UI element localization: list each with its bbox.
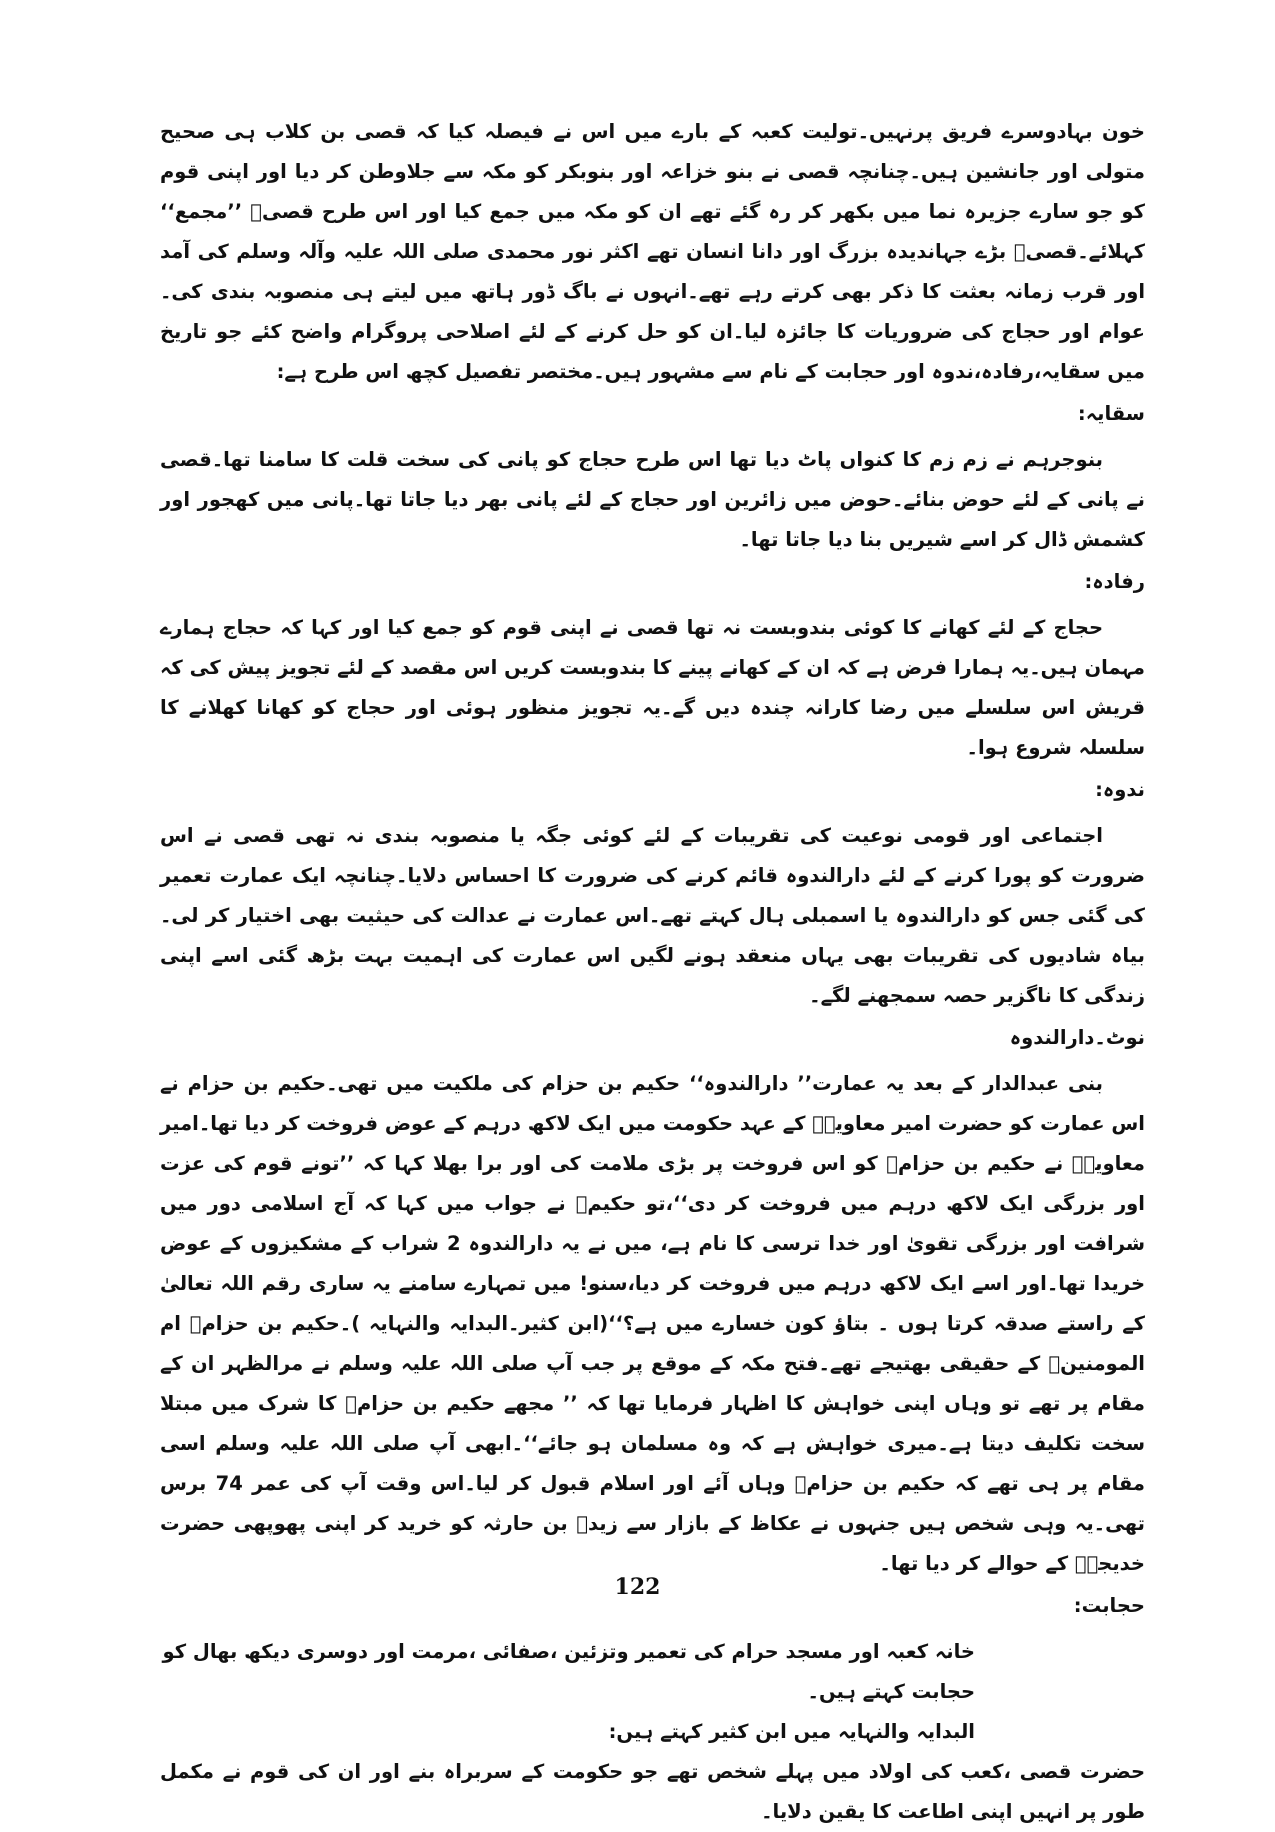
- hijaba-citation: البدایہ والنہایہ میں ابن کثیر کہتے ہیں:: [608, 1720, 975, 1743]
- siqaya-heading: سقایہ:: [1077, 402, 1145, 425]
- nadwa-heading: ندوہ:: [1095, 778, 1145, 801]
- page-number: 122: [614, 1574, 661, 1600]
- note-heading: نوٹ۔دارالندوہ: [1009, 1026, 1145, 1049]
- intro-paragraph: خون بہادوسرے فریق پرنہیں۔تولیت کعبہ کے بارے میں اس نے فیصلہ کیا کہ قصی بن کلاب ہی صحیح متولی اور جانشین ہیں۔چنانچہ قصی نے بنو خزاعہ اور بنوبکر کو مکہ سے جلاوطن کر دیا اور اپنی قوم کو جو سارے جزیرہ نما میں بکھر کر رہ گئے تھے ان کو مکہ میں جمع کیا اور اس طرح قصیؔ ’’مجمع‘‘ کہلائے۔قصیؔ بڑے جہاندیدہ بزرگ اور دانا انسان تھے اکثر نور محمدی صلی اللہ علیہ وآلہ وسلم کی آمد اور قرب زمانہ بعثت کا ذکر بھی کرتے رہے تھے۔انہوں نے باگ ڈور ہاتھ میں لیتے ہی منصوبہ بندی کی۔عوام اور حجاج کی ضروریات کا جائزہ لیا۔ان کو حل کرنے کے لئے اصلاحی پروگرام واضح کئے جو تاریخ میں سقایہ،رفادہ،ندوہ اور حجابت کے نام سے مشہور ہیں۔مختصر تفصیل کچھ اس طرح ہے:: [160, 120, 1145, 383]
- hijaba-quote: حضرت قصی ،کعب کی اولاد میں پہلے شخص تھے جو حکومت کے سربراہ بنے اور ان کی قوم نے مکمل طور پر انہیں اپنی اطاعت کا یقین دلایا۔: [160, 1760, 1145, 1823]
- rifada-paragraph: حجاج کے لئے کھانے کا کوئی بندوبست نہ تھا قصی نے اپنی قوم کو جمع کیا اور کہا کہ حجاج ہمارے مہمان ہیں۔یہ ہمارا فرض ہے کہ ان کے کھانے پینے کا بندوبست کریں اس مقصد کے لئے تجویز پیش کی کہ قریش اس سلسلے میں رضا کارانہ چندہ دیں گے۔یہ تجویز منظور ہوئی اور حجاج کو کھانا کھلانے کا سلسلہ شروع ہوا۔: [160, 616, 1145, 759]
- hijaba-heading: حجابت:: [1073, 1594, 1145, 1617]
- note-paragraph: بنی عبدالدار کے بعد یہ عمارت’’ دارالندوہ‘‘ حکیم بن حزام کی ملکیت میں تھی۔حکیم بن حزام نے اس عمارت کو حضرت امیر معاویہؓ کے عہد حکومت میں ایک لاکھ درہم کے عوض فروخت کر دیا تھا۔امیر معاویہؓ نے حکیم بن حزامؓ کو اس فروخت پر بڑی ملامت کی اور برا بھلا کہا کہ ’’تونے قوم کی عزت اور بزرگی ایک لاکھ درہم میں فروخت کر دی‘‘،تو حکیمؓ نے جواب میں کہا کہ آج اسلامی دور میں شرافت اور بزرگی تقویٰ اور خدا ترسی کا نام ہے، میں نے یہ دارالندوہ 2 شراب کے مشکیزوں کے عوض خریدا تھا۔اور اسے ایک لاکھ درہم میں فروخت کر دیا،سنو! میں تمہارے سامنے یہ ساری رقم اللہ تعالیٰ کے راستے صدقہ کرتا ہوں ۔ بتاؤ کون خسارے میں ہے؟‘‘(ابن کثیر۔البدایہ والنہایہ )۔حکیم بن حزامؓ ام المومنینؓ کے حقیقی بھتیجے تھے۔فتح مکہ کے موقع پر جب آپ صلی اللہ علیہ وسلم نے مرالظہر ان کے مقام پر تھے تو وہاں اپنی خواہش کا اظہار فرمایا تھا کہ ’’ مجھے حکیم بن حزامؓ کا شرک میں مبتلا سخت تکلیف دیتا ہے۔میری خواہش ہے کہ وہ مسلمان ہو جائے‘‘۔ابھی آپ صلی اللہ علیہ وسلم اسی مقام پر ہی تھے کہ حکیم بن حزامؓ وہاں آئے اور اسلام قبول کر لیا۔اس وقت آپ کی عمر 74 برس تھی۔یہ وہی شخص ہیں جنہوں نے عکاظ کے بازار سے زیدؓ بن حارثہ کو خرید کر اپنی پھوپھی حضرت خدیجہؓ کے حوالے کر دیا تھا۔: [160, 1072, 1145, 1575]
- document-page: [160, 112, 1145, 1823]
- siqaya-paragraph: بنوجرہم نے زم زم کا کنواں پاٹ دیا تھا اس طرح حجاج کو پانی کی سخت قلت کا سامنا تھا۔قصی نے پانی کے لئے حوض بنائے۔حوض میں زائرین اور حجاج کے لئے پانی بھر دیا جاتا تھا۔پانی میں کھجور اور کشمش ڈال کر اسے شیریں بنا دیا جاتا تھا۔: [160, 448, 1145, 551]
- nadwa-paragraph: اجتماعی اور قومی نوعیت کی تقریبات کے لئے کوئی جگہ یا منصوبہ بندی نہ تھی قصی نے اس ضرورت کو پورا کرنے کے لئے دارالندوہ قائم کرنے کی ضرورت کا احساس دلایا۔چنانچہ ایک عمارت تعمیر کی گئی جس کو دارالندوہ یا اسمبلی ہال کہتے تھے۔اس عمارت نے عدالت کی حیثیت بھی اختیار کر لی۔بیاہ شادیوں کی تقریبات بھی یہاں منعقد ہونے لگیں اس عمارت کی اہمیت بہت بڑھ گئی اسے اپنی زندگی کا ناگزیر حصہ سمجھنے لگے۔: [160, 824, 1145, 1007]
- hijaba-definition: خانہ کعبہ اور مسجد حرام کی تعمیر وتزئین ،صفائی ،مرمت اور دوسری دیکھ بھال کو حجابت کہتے ہیں۔: [162, 1640, 975, 1703]
- rifada-heading: رفادہ:: [1084, 570, 1145, 593]
